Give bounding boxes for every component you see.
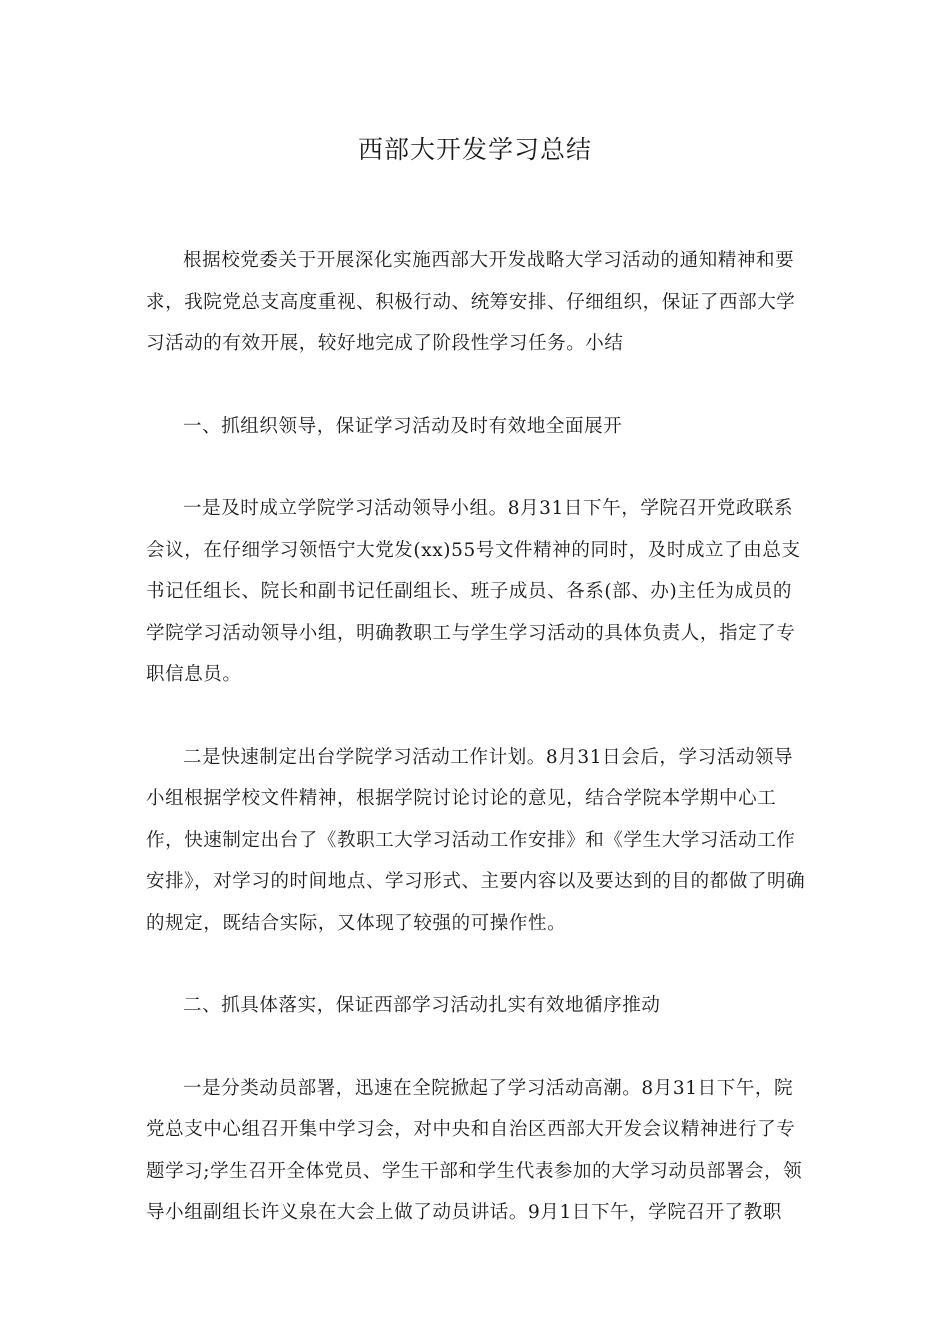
section-heading-2: 二、抓具体落实，保证西部学习活动扎实有效地循序推动 — [183, 995, 661, 1016]
document-body — [146, 240, 810, 1275]
section-heading-1: 一、抓组织领导，保证学习活动及时有效地全面展开 — [183, 415, 623, 437]
paragraph-2-1: 一是分类动员部署，迅速在全院掀起了学习活动高潮。8月31日下午，院党总支中心组召开集中学习会，对中央和自治区西部大开发会议精神进行了专题学习;学生召开全体党员、学生干部和学生代表参加的大学习动员部署会，领导小组副组长许义泉在大会上做了动员讲话。9月1日下午，学院召开了教职 — [146, 1077, 803, 1223]
paragraph-1-2: 二是快速制定出台学院学习活动工作计划。8月31日会后，学习活动领导小组根据学校文件精神，根据学院讨论讨论的意见，结合学院本学期中心工作，快速制定出台了《教职工大学习活动工作安排》和《学生大学习活动工作安排》，对学习的时间地点、学习形式、主要内容以及要达到的目的都做了明确的规定，既结合实际，又体现了较强的可操作性。 — [146, 746, 806, 934]
document-title: 西部大开发学习总结 — [357, 135, 592, 164]
paragraph-1-1: 一是及时成立学院学习活动领导小组。8月31日下午，学院召开党政联系会议，在仔细学习领悟宁大党发(xx)55号文件精神的同时，及时成立了由总支书记任组长、院长和副书记任副组长、班子成员、各系(部、办)主任为成员的学院学习活动领导小组，明确教职工与学生学习活动的具体负责人，指定了专职信息员。 — [146, 498, 801, 685]
paragraph-intro: 根据校党委关于开展深化实施西部大开发战略大学习活动的通知精神和要求，我院党总支高度重视、积极行动、统筹安排、仔细组织，保证了西部大学习活动的有效开展，较好地完成了阶段性学习任务。小结 — [146, 250, 796, 354]
